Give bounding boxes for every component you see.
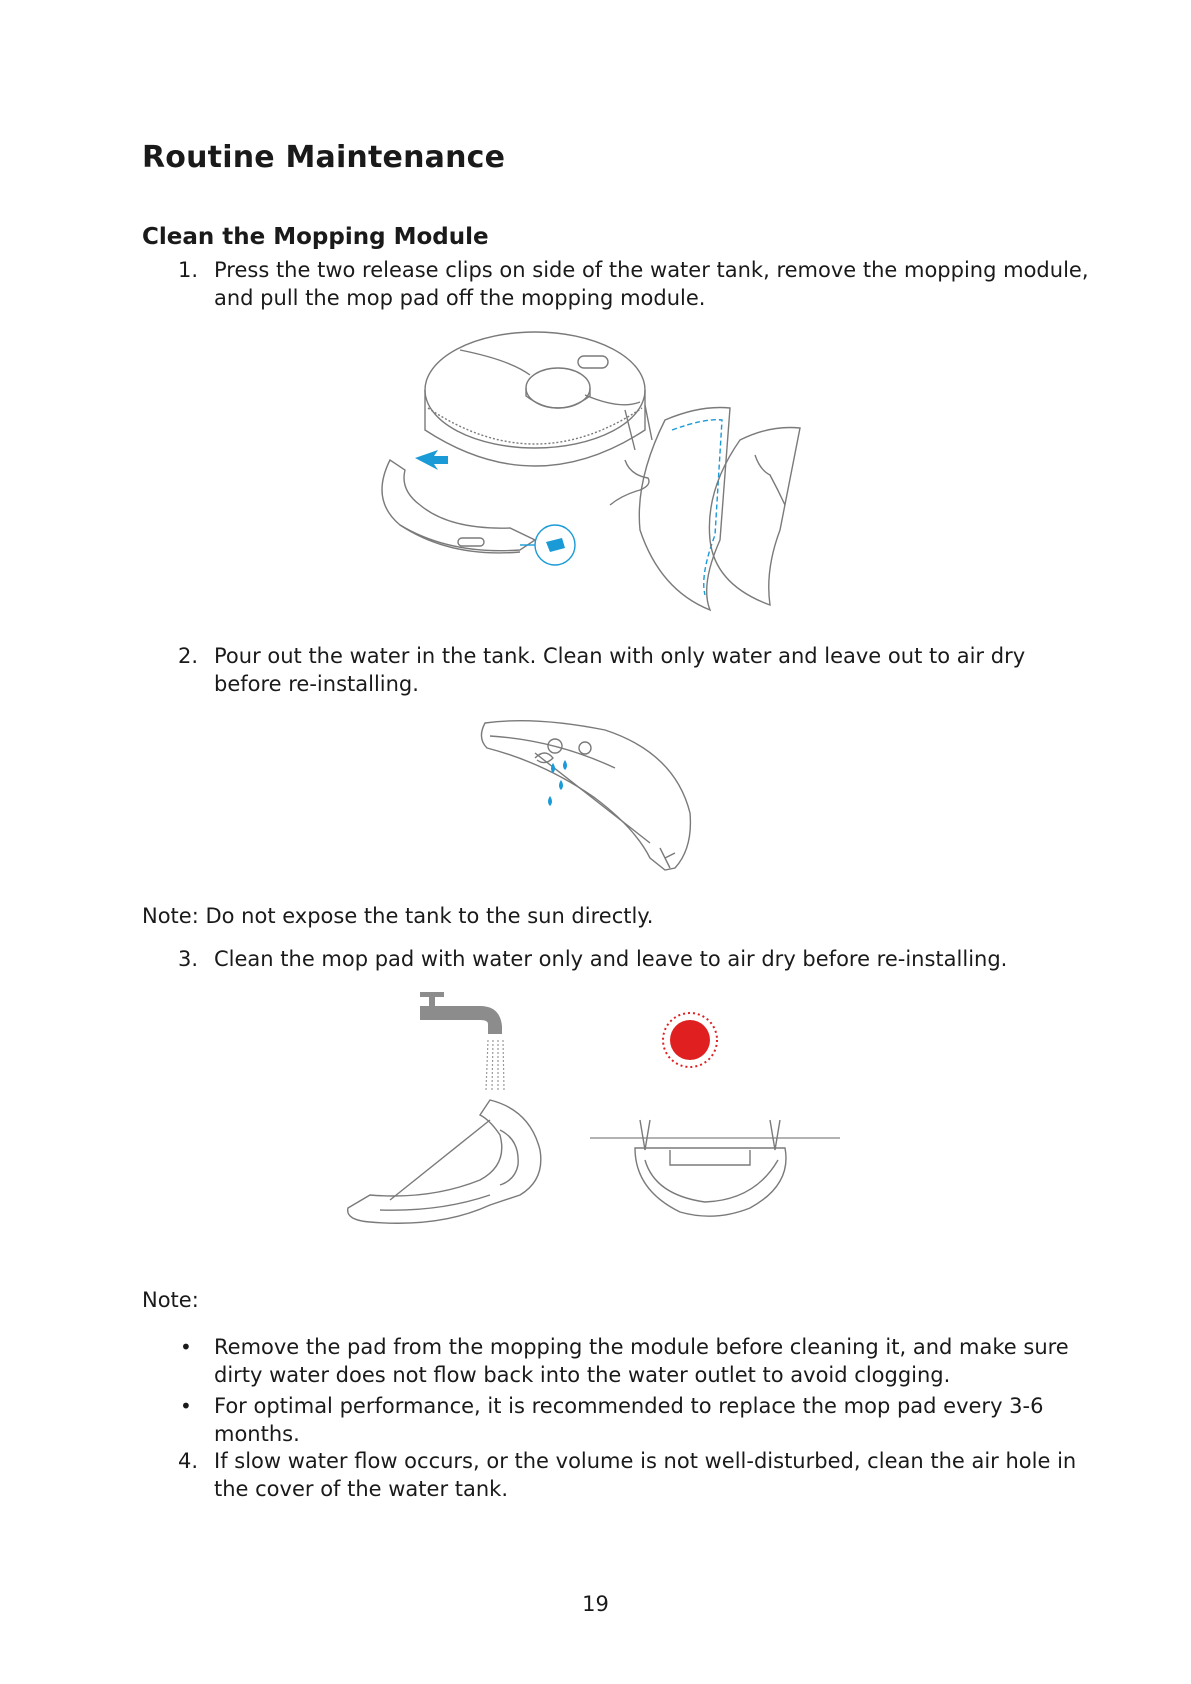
step-3 [142, 945, 1062, 975]
tank-draining-illustration [475, 718, 715, 873]
bullet-text: For optimal performance, it is recommended to replace the mop pad every 3-6 months. [214, 1394, 1044, 1446]
bullet-mark: • [180, 1394, 192, 1418]
sun-note: Note: Do not expose the tank to the sun directly. [142, 904, 654, 928]
sun-icon [663, 1013, 717, 1067]
step-number: 2. [178, 644, 199, 668]
robot-mop-removal-svg [360, 330, 840, 630]
step-text: Pour out the water in the tank. Clean with only water and leave out to air dry before re-installing. [214, 644, 1026, 696]
robot-mop-removal-illustration [360, 330, 840, 630]
mop-pad-washing-drying-illustration [340, 990, 860, 1250]
faucet-icon [420, 992, 502, 1034]
step-text: Clean the mop pad with water only and leave to air dry before re-installing. [214, 947, 1008, 971]
bullet-mark: • [180, 1335, 192, 1359]
tank-draining-svg [475, 718, 715, 873]
step-text: If slow water flow occurs, or the volume is not well-disturbed, clean the air hole in the cover of the water tank. [214, 1449, 1077, 1501]
bullet-text: Remove the pad from the mopping the module before cleaning it, and make sure dirty water does not flow back into the water outlet to avoid clogging. [214, 1335, 1069, 1387]
page-title: Routine Maintenance [142, 140, 506, 175]
step-text: Press the two release clips on side of the water tank, remove the mopping module, and pull the mop pad off the mopping module. [214, 258, 1089, 310]
note-label: Note: [142, 1288, 199, 1312]
step-4 [142, 1447, 1077, 1503]
step-2 [142, 642, 1062, 702]
note-bullet-1 [142, 1333, 1069, 1389]
section-title: Clean the Mopping Module [142, 224, 489, 250]
step-number: 1. [178, 258, 199, 282]
step-1 [142, 256, 1089, 316]
step-number: 4. [178, 1449, 199, 1473]
note-bullet-2 [142, 1392, 1062, 1448]
page-number: 19 [582, 1592, 609, 1616]
mop-pad-washing-drying-svg [340, 990, 860, 1250]
step-number: 3. [178, 947, 199, 971]
